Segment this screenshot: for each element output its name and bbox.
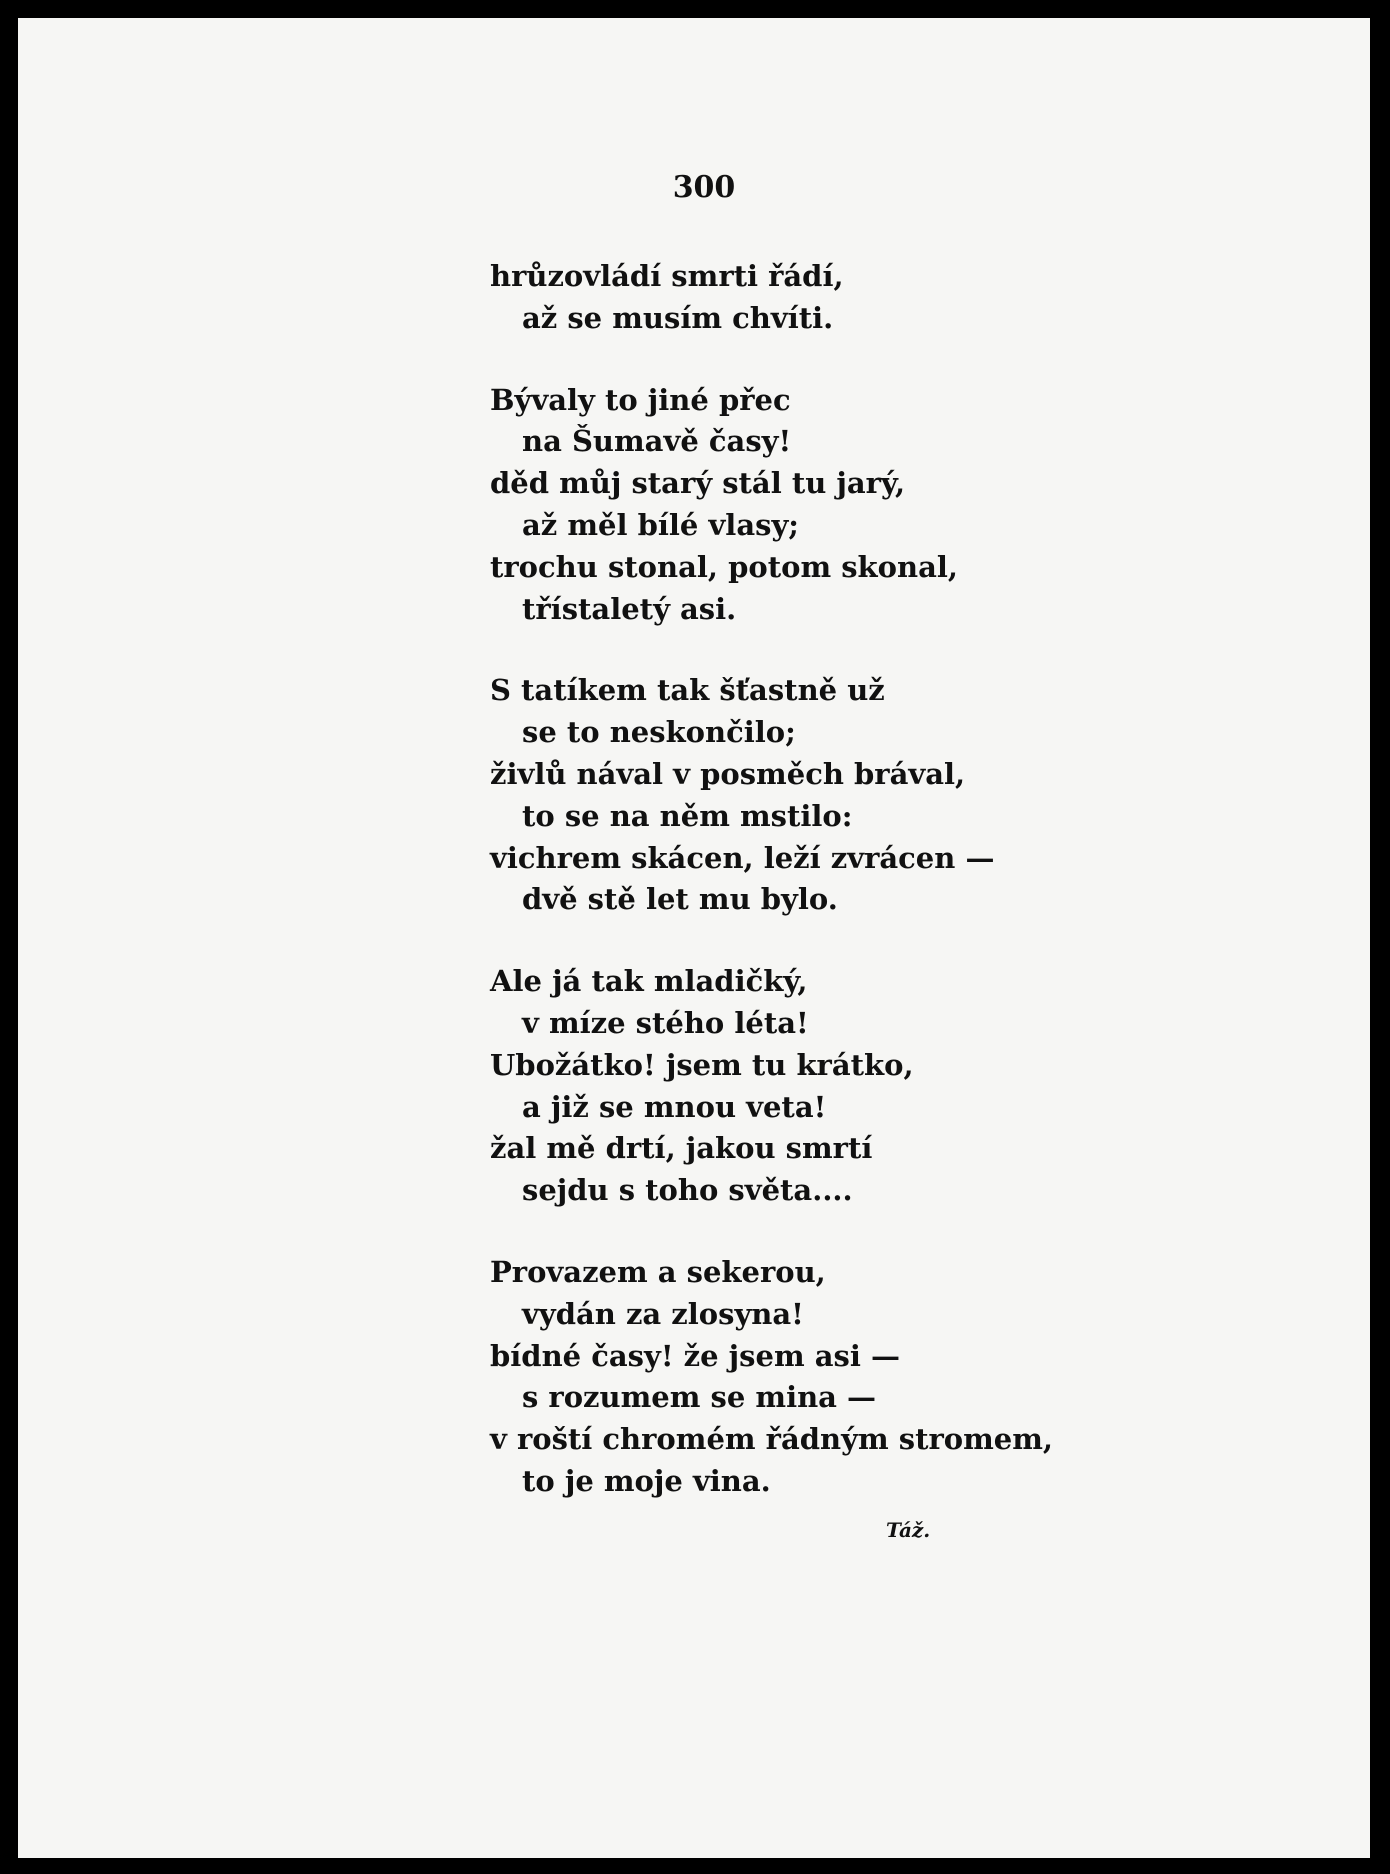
poem-line: až měl bílé vlasy; <box>522 507 800 542</box>
poem-line: na Šumavě časy! <box>522 424 792 459</box>
stanza <box>490 256 1110 340</box>
poem-line: S tatíkem tak šťastně už <box>490 673 885 708</box>
poem-line: děd můj starý stál tu jarý, <box>490 466 906 501</box>
poem-line: a již se mnou veta! <box>522 1089 827 1124</box>
poem-line: sejdu s toho světa.... <box>522 1173 853 1208</box>
book-page <box>18 18 1370 1858</box>
poem <box>490 256 1110 1543</box>
poem-line: vichrem skácen, leží zvrácen — <box>490 840 995 875</box>
poem-line: Bývaly to jiné přec <box>490 382 791 417</box>
poem-line: živlů nával v posměch brával, <box>490 756 966 791</box>
poem-line: v roští chromém řádným stromem, <box>490 1422 1054 1457</box>
poem-line: až se musím chvíti. <box>522 300 834 335</box>
poem-line: trochu stonal, potom skonal, <box>490 549 958 584</box>
poem-line: Provazem a sekerou, <box>490 1254 826 1289</box>
stanza <box>490 1252 1110 1503</box>
page-number: 300 <box>672 170 736 205</box>
poem-line: to se na něm mstilo: <box>522 798 853 833</box>
poem-line: v míze stého léta! <box>522 1005 809 1040</box>
poem-line: s rozumem se mina — <box>522 1380 877 1415</box>
poem-line: bídné časy! že jsem asi — <box>490 1338 900 1373</box>
author-attribution: Táž. <box>886 1518 931 1542</box>
poem-line: hrůzovládí smrti řádí, <box>490 259 844 293</box>
stanza <box>490 380 1110 631</box>
poem-line: dvě stě let mu bylo. <box>522 882 838 917</box>
poem-line: to je moje vina. <box>522 1463 771 1498</box>
poem-line: Ubožátko! jsem tu krátko, <box>490 1047 914 1082</box>
stanza <box>490 961 1110 1212</box>
poem-line: třístaletý asi. <box>522 591 737 626</box>
poem-line: se to neskončilo; <box>522 715 796 750</box>
poem-line: Ale já tak mladičký, <box>490 964 808 999</box>
poem-line: žal mě drtí, jakou smrtí <box>490 1131 873 1166</box>
stanza <box>490 670 1110 921</box>
poem-line: vydán za zlosyna! <box>522 1296 804 1331</box>
